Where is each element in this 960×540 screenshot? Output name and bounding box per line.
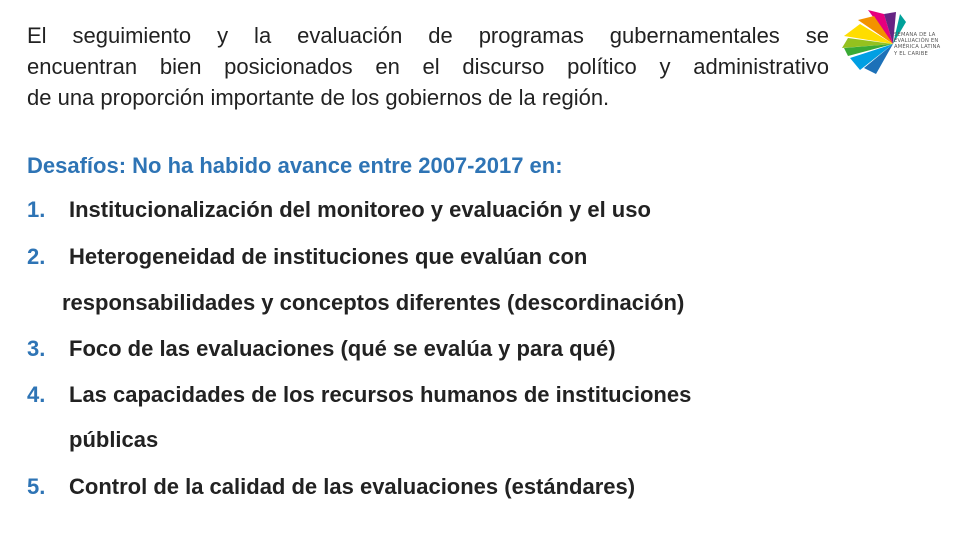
intro-line-3: de una proporción importante de los gobiernos de la región.	[27, 85, 610, 110]
challenge-item-4	[27, 382, 691, 408]
item-text: Control de la calidad de las evaluaciones (estándares)	[69, 474, 636, 499]
challenge-item-2-continuation: responsabilidades y conceptos diferentes (descordinación)	[62, 290, 685, 315]
item-number: 4.	[27, 382, 46, 407]
intro-line-2: encuentran bien posicionados en el discurso político y administrativo	[27, 54, 829, 79]
item-text: Las capacidades de los recursos humanos de instituciones	[69, 382, 692, 407]
logo-text-line: AMÉRICA LATINA	[894, 44, 941, 51]
event-logo	[838, 8, 950, 78]
challenge-item-5	[27, 474, 635, 500]
challenge-item-2	[27, 244, 587, 270]
logo-text-line: Y EL CARIBE	[894, 50, 928, 57]
intro-paragraph	[27, 20, 829, 113]
logo-text-line: SEMANA DE LA	[894, 32, 936, 38]
intro-line-1: El seguimiento y la evaluación de programas gubernamentales se	[27, 23, 829, 48]
item-number: 3.	[27, 336, 46, 361]
logo-text	[894, 32, 940, 57]
item-text: Institucionalización del monitoreo y evaluación y el uso	[69, 197, 651, 222]
challenge-item-1	[27, 197, 651, 223]
item-number: 2.	[27, 244, 46, 269]
logo-text-line: EVALUACIÓN EN	[894, 38, 939, 45]
challenge-item-4-continuation: públicas	[69, 427, 159, 452]
item-text: Heterogeneidad de instituciones que evalúan con	[69, 244, 588, 269]
item-number: 5.	[27, 474, 46, 499]
item-text: Foco de las evaluaciones (qué se evalúa y para qué)	[69, 336, 616, 361]
challenge-item-3	[27, 336, 616, 362]
item-number: 1.	[27, 197, 46, 222]
challenges-title: Desafíos: No ha habido avance entre 2007-2017 en:	[27, 153, 563, 178]
